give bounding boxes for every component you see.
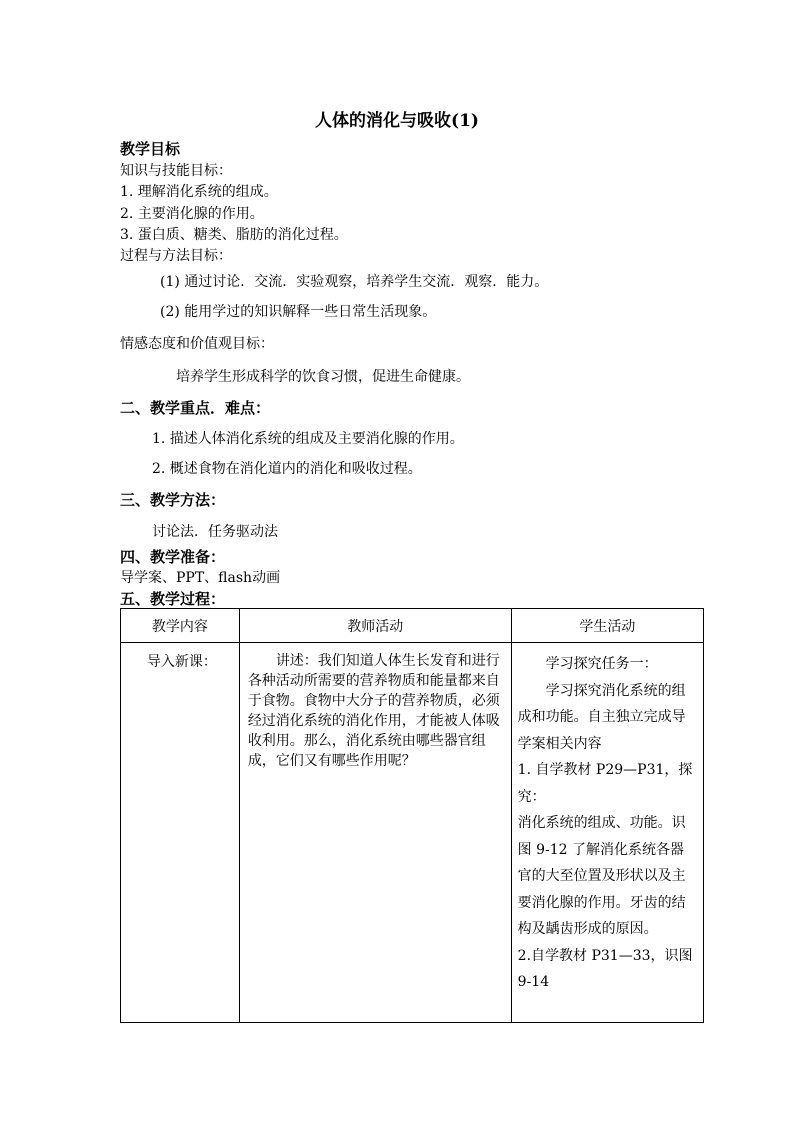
lesson-process-table bbox=[120, 608, 704, 1023]
student-activity-body bbox=[512, 643, 703, 996]
table-header-cell: 教师活动 bbox=[239, 609, 511, 643]
student-activity-line: 消化系统的组成、功能。识图 9-12 了解消化系统各器官的大至位置及形状以及主要消化腺的作用。牙齿的结构及龋齿形成的原因。 bbox=[517, 815, 686, 937]
key-point-item: 2. 概述食物在消化道内的消化和吸收过程。 bbox=[152, 461, 422, 477]
content-text: 导入新课： bbox=[146, 654, 217, 670]
table-header-cell: 教学内容 bbox=[121, 609, 240, 643]
objectives-heading: 教学目标 bbox=[120, 140, 181, 158]
knowledge-item: 2. 主要消化腺的作用。 bbox=[120, 206, 264, 222]
table-row bbox=[121, 643, 704, 1023]
knowledge-item: 1. 理解消化系统的组成。 bbox=[120, 184, 278, 200]
teacher-activity-text: 讲述：我们知道人体生长发育和进行各种活动所需要的营养物质和能量都来自于食物。食物中大分子的营养物质，必须经过消化系统的消化作用，才能被人体吸收利用。那么，消化系统由哪些器官组成，它们又有哪些作用呢？ bbox=[247, 653, 500, 769]
methods-text: 讨论法．任务驱动法 bbox=[152, 524, 278, 540]
student-activity-cell bbox=[511, 643, 703, 1023]
teacher-activity-cell bbox=[239, 643, 511, 1023]
key-point-item: 1. 描述人体消化系统的组成及主要消化腺的作用。 bbox=[152, 431, 464, 447]
student-activity-line: 1. 自学教材 P29—P31，探究： bbox=[517, 762, 693, 805]
process-label: 过程与方法目标： bbox=[120, 248, 232, 264]
knowledge-item: 3. 蛋白质、糖类、脂肪的消化过程。 bbox=[120, 227, 348, 243]
emotion-label: 情感态度和价值观目标： bbox=[120, 336, 274, 352]
table-header-cell: 学生活动 bbox=[511, 609, 703, 643]
content-cell bbox=[121, 643, 240, 1023]
student-activity-line: 学习探究任务一： bbox=[545, 656, 658, 672]
page-title: 人体的消化与吸收(1) bbox=[315, 111, 479, 131]
key-points-heading: 二、教学重点．难点： bbox=[120, 399, 271, 417]
knowledge-label: 知识与技能目标： bbox=[120, 163, 232, 179]
student-activity-line: 2.自学教材 P31—33，识图 9-14 bbox=[517, 947, 693, 990]
process-item: (1) 通过讨论．交流．实验观察，培养学生交流．观察．能力。 bbox=[160, 274, 549, 290]
process-item: (2) 能用学过的知识解释一些日常生活现象。 bbox=[160, 304, 437, 320]
table-header-row bbox=[121, 609, 704, 643]
preparation-heading: 四、教学准备： bbox=[120, 548, 226, 566]
emotion-text: 培养学生形成科学的饮食习惯，促进生命健康。 bbox=[176, 369, 470, 385]
student-activity-line: 学习探究消化系统的组成和功能。自主独立完成导学案相关内容 bbox=[517, 682, 686, 752]
process-heading: 五、教学过程： bbox=[120, 590, 226, 608]
preparation-text: 导学案、PPT、flash动画 bbox=[120, 570, 281, 586]
methods-heading: 三、教学方法： bbox=[120, 491, 226, 509]
